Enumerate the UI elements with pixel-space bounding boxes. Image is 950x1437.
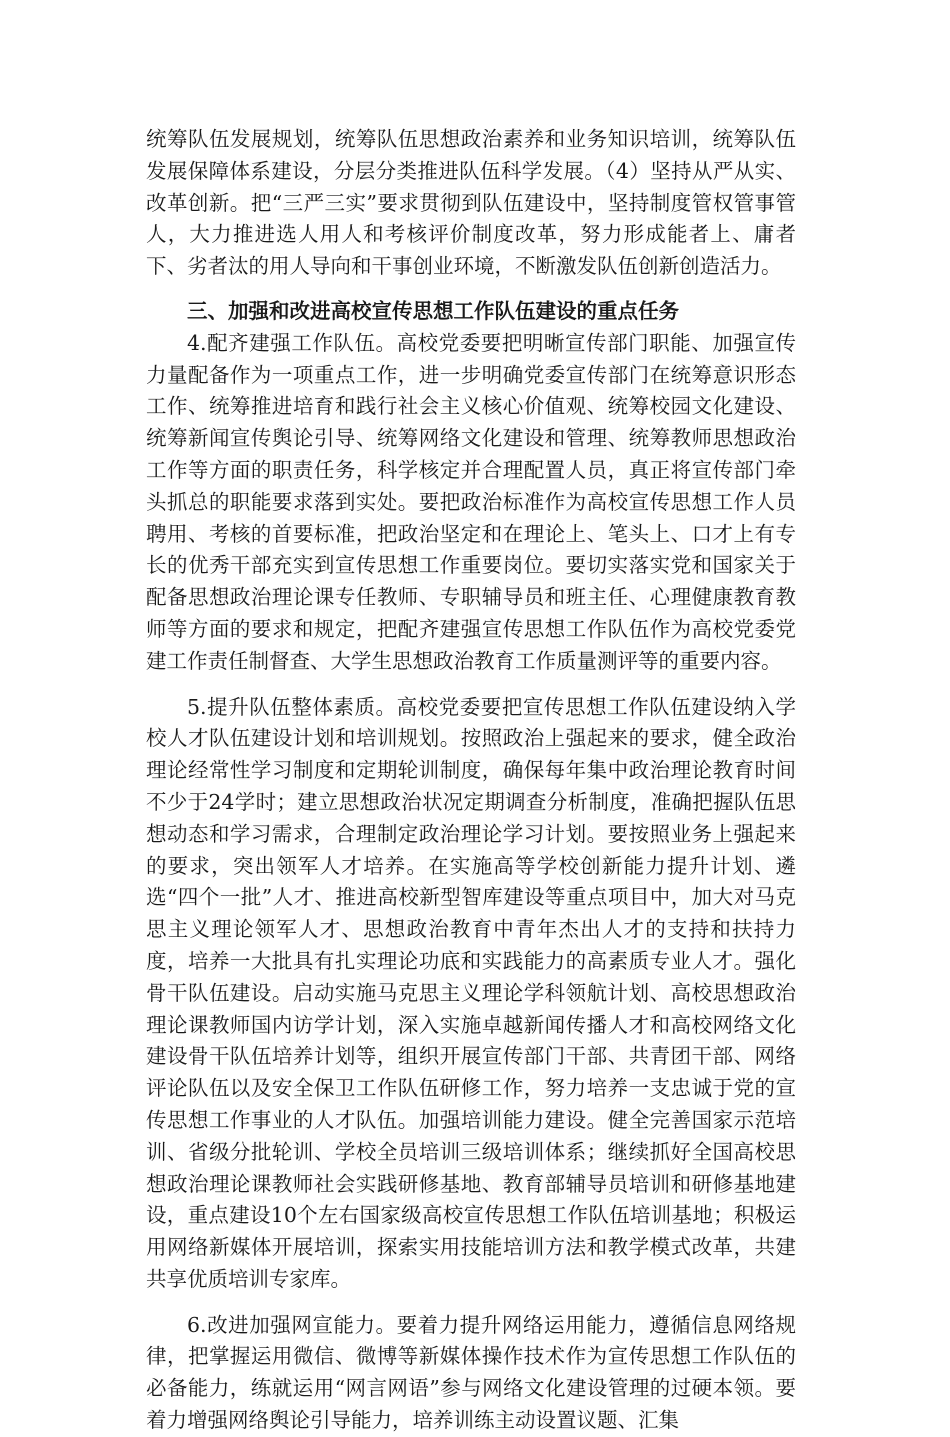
paragraph-continuation: 统筹队伍发展规划，统筹队伍思想政治素养和业务知识培训，统筹队伍发展保障体系建设，分层分类推进队伍科学发展。（4）坚持从严从实、改革创新。把“三严三实”要求贯彻到队伍建设中，坚持制度管权管事管人，大力推进选人用人和考核评价制度改革，努力形成能者上、庸者下、劣者汰的用人导向和干事创业环境，不断激发队伍创新创造活力。: [146, 127, 796, 279]
document-body: [146, 124, 796, 1437]
paragraph-item-4: 4.配齐建强工作队伍。高校党委要把明晰宣传部门职能、加强宣传力量配备作为一项重点工作，进一步明确党委宣传部门在统筹意识形态工作、统筹推进培育和践行社会主义核心价值观、统筹校园文化建设、统筹新闻宣传舆论引导、统筹网络文化建设和管理、统筹教师思想政治工作等方面的职责任务，科学核定并合理配置人员，真正将宣传部门牵头抓总的职能要求落到实处。要把政治标准作为高校宣传思想工作人员聘用、考核的首要标准，把政治坚定和在理论上、笔头上、口才上有专长的优秀干部充实到宣传思想工作重要岗位。要切实落实党和国家关于配备思想政治理论课专任教师、专职辅导员和班主任、心理健康教育教师等方面的要求和规定，把配齐建强宣传思想工作队伍作为高校党委党建工作责任制督查、大学生思想政治教育工作质量测评等的重要内容。: [146, 330, 796, 673]
paragraph-item-6: 6.改进加强网宣能力。要着力提升网络运用能力，遵循信息网络规律，把掌握运用微信、微博等新媒体操作技术作为宣传思想工作队伍的必备能力，练就运用“网言网语”参与网络文化建设管理的过硬本领。要着力增强网络舆论引导能力，培养训练主动设置议题、汇集: [146, 1312, 796, 1433]
paragraph-item-5: 5.提升队伍整体素质。高校党委要把宣传思想工作队伍建设纳入学校人才队伍建设计划和培训规划。按照政治上强起来的要求，健全政治理论经常性学习制度和定期轮训制度，确保每年集中政治理论教育时间不少于24学时；建立思想政治状况定期调查分析制度，准确把握队伍思想动态和学习需求，合理制定政治理论学习计划。要按照业务上强起来的要求，突出领军人才培养。在实施高等学校创新能力提升计划、遴选“四个一批”人才、推进高校新型智库建设等重点项目中，加大对马克思主义理论领军人才、思想政治教育中青年杰出人才的支持和扶持力度，培养一大批具有扎实理论功底和实践能力的高素质专业人才。强化骨干队伍建设。启动实施马克思主义理论学科领航计划、高校思想政治理论课教师国内访学计划，深入实施卓越新闻传播人才和高校网络文化建设骨干队伍培养计划等，组织开展宣传部门干部、共青团干部、网络评论队伍以及安全保卫工作队伍研修工作，努力培养一支忠诚于党的宣传思想工作事业的人才队伍。加强培训能力建设。健全完善国家示范培训、省级分批轮训、学校全员培训三级培训体系；继续抓好全国高校思想政治理论课教师社会实践研修基地、教育部辅导员培训和研修基地建设，重点建设10个左右国家级高校宣传思想工作队伍培训基地；积极运用网络新媒体开展培训，探索实用技能培训方法和教学模式改革，共建共享优质培训专家库。: [146, 694, 796, 1291]
section-heading: 三、加强和改进高校宣传思想工作队伍建设的重点任务: [187, 298, 679, 323]
